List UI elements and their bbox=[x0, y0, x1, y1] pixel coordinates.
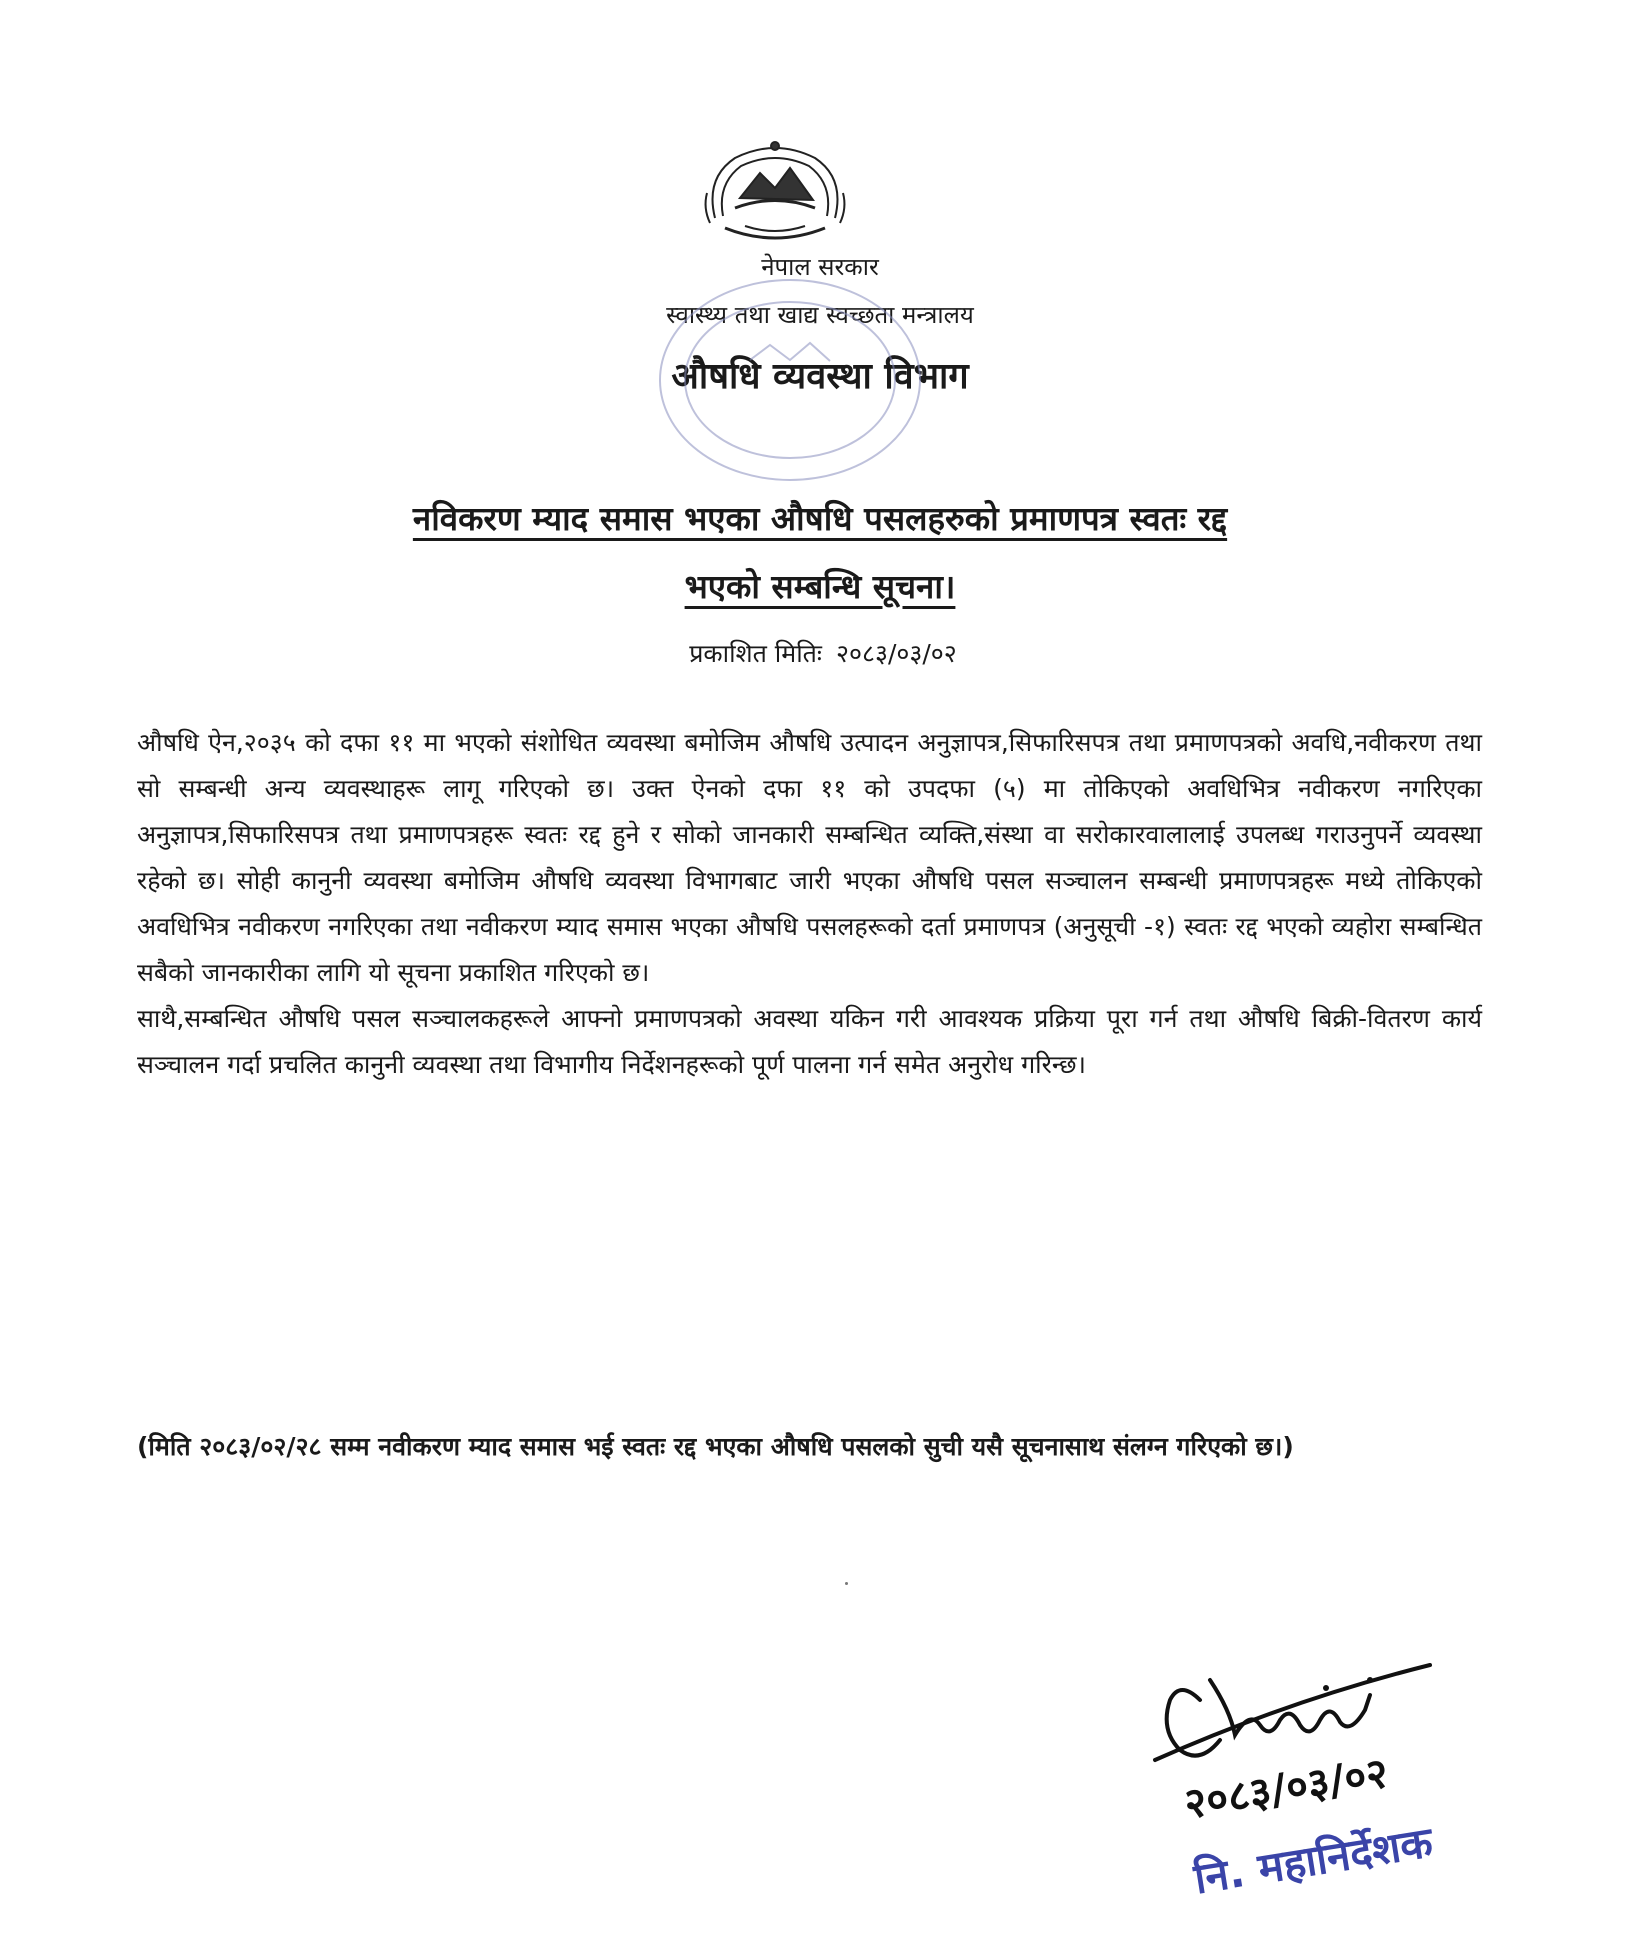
speck bbox=[845, 1582, 848, 1585]
nepal-emblem-icon bbox=[695, 138, 855, 258]
body-paragraph-2: साथै,सम्बन्धित औषधि पसल सञ्चालकहरूले आफ्नो प्रमाणपत्रको अवस्था यकिन गरी आवश्यक प्रक्रिया पूरा गर्न तथा औषधि बिक्री-वितरण कार्य सञ्चालन गर्दा प्रचलित कानुनी व्यवस्था तथा विभागीय निर्देशनहरूको पूर्ण पालना गर्न समेत अनुरोध गरिन्छ। bbox=[137, 1004, 1482, 1079]
published-date bbox=[0, 636, 1640, 670]
published-date-value: २०८३/०३/०२ bbox=[835, 639, 957, 668]
notice-title-line-1: नविकरण म्याद समास भएका औषधि पसलहरुको प्रमाणपत्र स्वतः रद्द bbox=[412, 499, 1228, 538]
signatory-title: नि. महानिर्देशक bbox=[1190, 1817, 1436, 1904]
official-stamp-icon bbox=[640, 265, 940, 495]
ministry-name: स्वास्थ्य तथा खाद्य स्वच्छता मन्त्रालय bbox=[666, 301, 974, 329]
signature-date: २०८३/०३/०२ bbox=[1180, 1747, 1392, 1829]
published-label: प्रकाशित मितिः bbox=[689, 639, 822, 668]
notice-body bbox=[137, 720, 1482, 1088]
department-name: औषधि व्यवस्था विभाग bbox=[671, 356, 969, 397]
notice-title-line-2: भएको सम्बन्धि सूचना। bbox=[684, 567, 956, 606]
body-paragraph-1: औषधि ऐन,२०३५ को दफा ११ मा भएको संशोधित व्यवस्था बमोजिम औषधि उत्पादन अनुज्ञापत्र,सिफारिसपत्र तथा प्रमाणपत्रको अवधि,नवीकरण तथा सो सम्बन्धी अन्य व्यवस्थाहरू लागू गरिएको छ। उक्त ऐनको दफा ११ को उपदफा (५) मा तोकिएको अवधिभित्र नवीकरण नगरिएका अनुज्ञापत्र,सिफारिसपत्र तथा प्रमाणपत्रहरू स्वतः रद्द हुने र सोको जानकारी सम्बन्धित व्यक्ति,संस्था वा सरोकारवालालाई उपलब्ध गराउनुपर्ने व्यवस्था रहेको छ। सोही कानुनी व्यवस्था बमोजिम औषधि व्यवस्था विभागबाट जारी भएका औषधि पसल सञ्चालन सम्बन्धी प्रमाणपत्रहरू मध्ये तोकिएको अवधिभित्र नवीकरण नगरिएका तथा नवीकरण म्याद समास भएका औषधि पसलहरूको दर्ता प्रमाणपत्र (अनुसूची -१) स्वतः रद्द भएको व्यहोरा सम्बन्धित सबैको जानकारीका लागि यो सूचना प्रकाशित गरिएको छ। bbox=[137, 728, 1482, 987]
attachment-note: (मिति २०८३/०२/२८ सम्म नवीकरण म्याद समास भई स्वतः रद्द भएका औषधि पसलको सुची यसै सूचनासाथ संलग्न गरिएको छ।) bbox=[137, 1432, 1294, 1461]
government-name: नेपाल सरकार bbox=[761, 253, 879, 281]
signature-block bbox=[1140, 1640, 1500, 1940]
